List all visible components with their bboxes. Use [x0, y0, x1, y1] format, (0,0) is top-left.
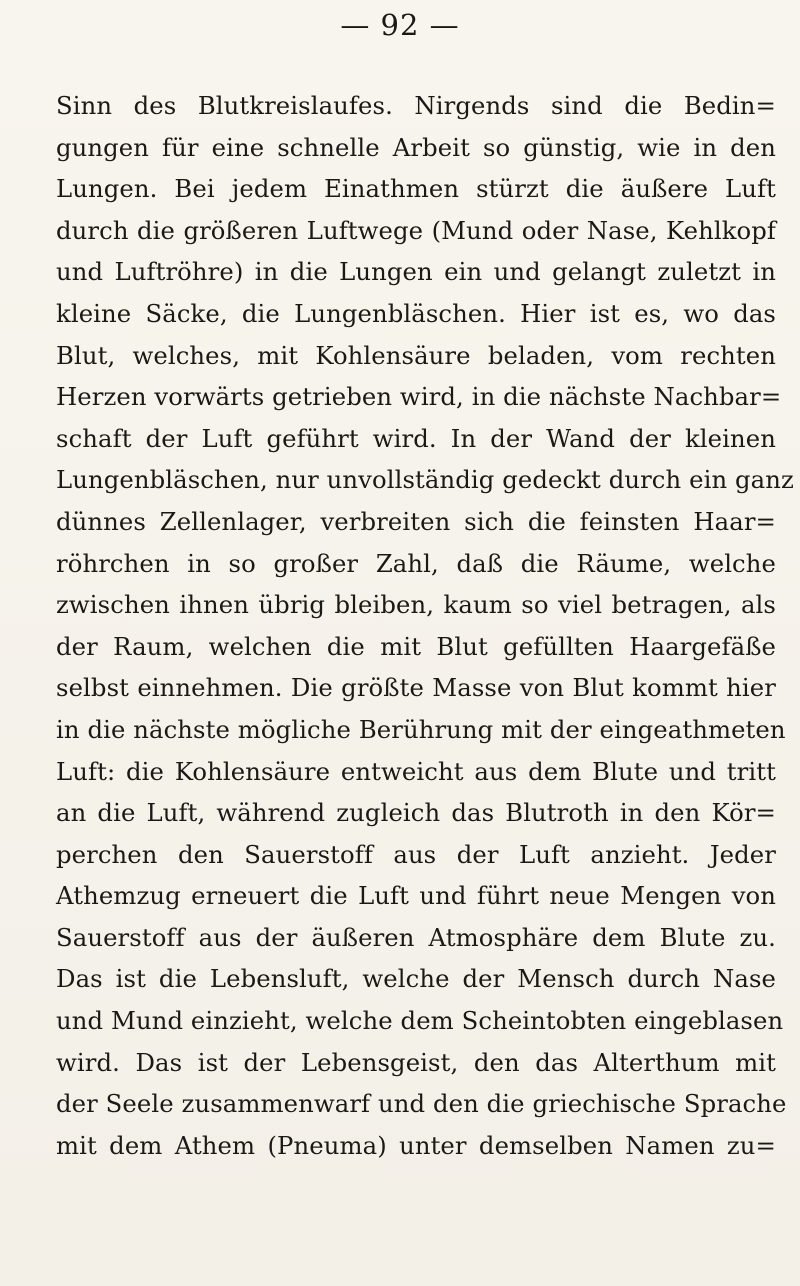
page-number: — 92 — — [340, 8, 460, 42]
text-line: Blut, welches, mit Kohlensäure beladen, vom rechten — [56, 340, 776, 370]
text-line: wird. Das ist der Lebensgeist, den das Alterthum mit — [56, 1047, 776, 1077]
text-line: perchen den Sauerstoff aus der Luft anzieht. Jeder — [56, 839, 776, 869]
text-line: Luft: die Kohlensäure entweicht aus dem Blute und tritt — [56, 756, 776, 786]
text-line: und Mund einzieht, welche dem Scheintobten eingeblasen — [56, 1006, 784, 1036]
text-line: der Seele zusammenwarf und den die griechische Sprache — [56, 1089, 787, 1119]
text-line: Athemzug erneuert die Luft und führt neue Mengen von — [56, 881, 776, 911]
text-line: Herzen vorwärts getrieben wird, in die nächste Nachbar= — [56, 382, 782, 412]
text-line: zwischen ihnen übrig bleiben, kaum so viel betragen, als — [56, 590, 776, 620]
text-line: selbst einnehmen. Die größte Masse von Blut kommt hier — [56, 673, 776, 703]
text-line: mit dem Athem (Pneuma) unter demselben Namen zu= — [56, 1130, 776, 1160]
text-line: in die nächste mögliche Berührung mit der eingeathmeten — [56, 714, 786, 744]
text-line: Sauerstoff aus der äußeren Atmosphäre dem Blute zu. — [56, 922, 776, 952]
text-line: Das ist die Lebensluft, welche der Mensch durch Nase — [56, 964, 776, 994]
text-line: der Raum, welchen die mit Blut gefüllten Haargefäße — [56, 631, 776, 661]
text-line: Sinn des Blutkreislaufes. Nirgends sind die Bedin= — [56, 91, 776, 120]
text-line: gungen für eine schnelle Arbeit so günstig, wie in den — [56, 132, 776, 162]
text-line: an die Luft, während zugleich das Blutroth in den Kör= — [56, 798, 776, 828]
text-line: durch die größeren Luftwege (Mund oder Nase, Kehlkopf — [56, 215, 776, 245]
text-line: Lungenbläschen, nur unvollständig gedeckt durch ein ganz — [56, 465, 794, 495]
text-line: Lungen. Bei jedem Einathmen stürzt die äußere Luft — [56, 174, 776, 204]
text-line: dünnes Zellenlager, verbreiten sich die feinsten Haar= — [56, 506, 776, 536]
text-line: und Luftröhre) in die Lungen ein und gelangt zuletzt in — [56, 257, 776, 287]
text-line: röhrchen in so großer Zahl, daß die Räume, welche — [56, 548, 776, 578]
text-line: kleine Säcke, die Lungenbläschen. Hier ist es, wo das — [56, 298, 776, 328]
text-line: schaft der Luft geführt wird. In der Wand der kleinen — [56, 423, 776, 453]
body-text — [56, 85, 794, 1166]
